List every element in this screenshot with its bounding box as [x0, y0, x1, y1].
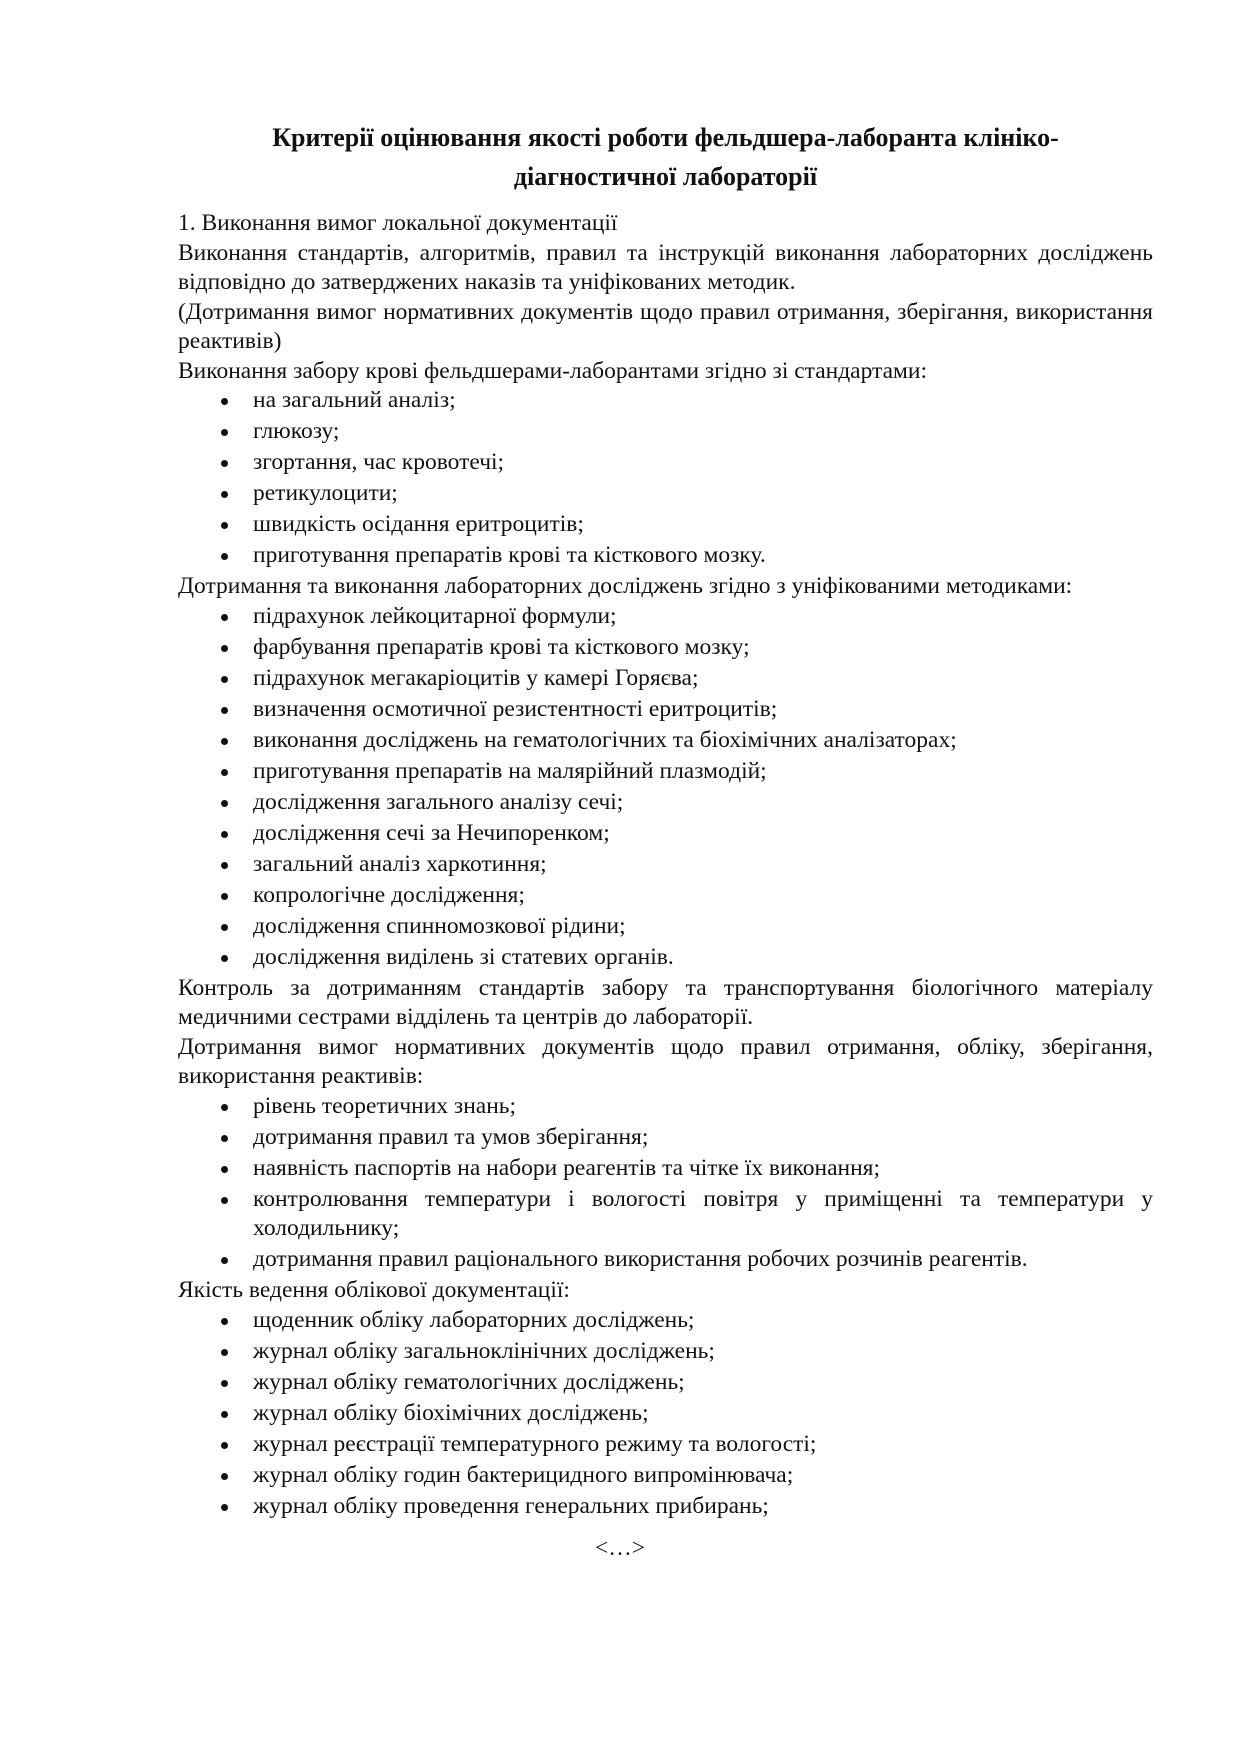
list-item-text: фарбування препаратів крові та кісткового мозку;	[253, 633, 750, 660]
bullet-icon	[221, 1257, 228, 1264]
bullet-icon	[221, 1104, 228, 1111]
list-item	[178, 633, 1153, 663]
list-item	[178, 1092, 1153, 1122]
list-item	[178, 1399, 1153, 1429]
bullet-icon	[221, 924, 228, 931]
list-item	[178, 695, 1153, 725]
list-item-text: журнал обліку біохімічних досліджень;	[253, 1399, 649, 1426]
bullet-list	[178, 1306, 1153, 1522]
omission-marker: <…>	[594, 1535, 645, 1561]
paragraph: 1. Виконання вимог локальної документації	[178, 210, 618, 236]
bullet-icon	[221, 1135, 228, 1142]
list-item	[178, 417, 1153, 447]
list-item-text: приготування препаратів крові та кісткового мозку.	[253, 542, 766, 568]
list-item-text: дослідження виділень зі статевих органів.	[253, 943, 674, 970]
bullet-icon	[221, 955, 228, 962]
list-item-text: згортання, час кровотечі;	[253, 449, 505, 475]
list-item-text: дослідження спинномозкової рідини;	[253, 912, 626, 939]
bullet-list	[178, 386, 1153, 571]
list-item	[178, 881, 1153, 911]
bullet-icon	[221, 614, 228, 621]
list-item	[178, 448, 1153, 478]
list-item	[178, 1245, 1153, 1275]
bullet-icon	[221, 429, 228, 436]
list-item-text: дотримання правил та умов зберігання;	[253, 1123, 649, 1150]
list-item	[178, 510, 1153, 540]
bullet-icon	[221, 645, 228, 652]
bullet-icon	[221, 522, 228, 529]
list-item-text: рівень теоретичних знань;	[253, 1092, 517, 1119]
list-item-text: копрологічне дослідження;	[253, 881, 525, 908]
bullet-icon	[221, 738, 228, 745]
list-item-text: щоденник обліку лабораторних досліджень;	[253, 1306, 695, 1333]
list-item-text: швидкість осідання еритроцитів;	[253, 511, 584, 537]
document-title	[178, 118, 1153, 196]
bullet-icon	[221, 893, 228, 900]
list-item-text: глюкозу;	[253, 418, 340, 444]
bullet-icon	[221, 553, 228, 560]
paragraph: Виконання стандартів, алгоритмів, правил та інструкцій виконання лабораторних досліджень відповідно до затверджених наказів та уніфікованих методик.	[178, 239, 1153, 295]
list-item-text: на загальний аналіз;	[253, 387, 456, 413]
list-item-text: підрахунок лейкоцитарної формули;	[253, 602, 617, 629]
list-item	[178, 1337, 1153, 1367]
document-page	[178, 118, 1153, 1523]
list-item	[178, 1368, 1153, 1398]
paragraph: (Дотримання вимог нормативних документів щодо правил отримання, зберігання, використання реактивів)	[178, 298, 1153, 354]
list-item	[178, 912, 1153, 942]
list-item-text: приготування препаратів на малярійний плазмодій;	[253, 757, 767, 784]
bullet-icon	[221, 398, 228, 405]
paragraph: Дотримання та виконання лабораторних досліджень згідно з уніфікованими методиками:	[178, 573, 1073, 599]
list-item-text: дослідження сечі за Нечипоренком;	[253, 819, 610, 846]
bullet-icon	[221, 491, 228, 498]
list-item	[178, 1185, 1153, 1244]
list-item-text: журнал обліку гематологічних досліджень;	[253, 1368, 685, 1395]
list-item	[178, 819, 1153, 849]
list-item-text: ретикулоцити;	[253, 480, 398, 506]
bullet-icon	[221, 862, 228, 869]
list-item-text: дотримання правил раціонального використання робочих розчинів реагентів.	[253, 1246, 1028, 1272]
bullet-icon	[221, 1197, 228, 1204]
list-item-text: журнал обліку годин бактерицидного випромінювача;	[253, 1461, 794, 1488]
bullet-icon	[221, 769, 228, 776]
bullet-icon	[221, 831, 228, 838]
bullet-icon	[221, 800, 228, 807]
bullet-icon	[221, 1349, 228, 1356]
list-item-text: визначення осмотичної резистентності еритроцитів;	[253, 695, 778, 722]
list-item	[178, 1492, 1153, 1522]
list-item	[178, 386, 1153, 416]
list-item	[178, 602, 1153, 632]
list-item-text: журнал обліку проведення генеральних прибирань;	[253, 1492, 769, 1519]
list-item	[178, 1123, 1153, 1153]
list-item	[178, 943, 1153, 973]
paragraph: Якість ведення облікової документації:	[178, 1277, 570, 1303]
list-item	[178, 664, 1153, 694]
bullet-icon	[221, 460, 228, 467]
bullet-icon	[221, 1380, 228, 1387]
list-item-text: наявність паспортів на набори реагентів та чітке їх виконання;	[253, 1154, 880, 1181]
list-item-text: підрахунок мегакаріоцитів у камері Горяєва;	[253, 664, 699, 691]
list-item	[178, 541, 1153, 571]
bullet-icon	[221, 1318, 228, 1325]
paragraph: Контроль за дотриманням стандартів забору та транспортування біологічного матеріалу медичними сестрами відділень та центрів до лабораторії.	[178, 974, 1153, 1030]
list-item	[178, 479, 1153, 509]
list-item	[178, 726, 1153, 756]
bullet-icon	[221, 676, 228, 683]
bullet-icon	[221, 707, 228, 714]
paragraph: Дотримання вимог нормативних документів щодо правил отримання, обліку, зберігання, використання реактивів:	[178, 1033, 1153, 1089]
paragraph: Виконання забору крові фельдшерами-лаборантами згідно зі стандартами:	[178, 357, 928, 384]
bullet-icon	[221, 1473, 228, 1480]
bullet-icon	[221, 1166, 228, 1173]
document-title-line-1: Критерії оцінювання якості роботи фельдшера-лаборанта клініко-	[272, 123, 1059, 152]
list-item-text: журнал обліку загальноклінічних досліджень;	[253, 1337, 715, 1364]
bullet-list	[178, 602, 1153, 973]
list-item-text: загальний аналіз харкотиння;	[253, 850, 547, 877]
bullet-icon	[221, 1442, 228, 1449]
list-item	[178, 1430, 1153, 1460]
list-item-text: виконання досліджень на гематологічних та біохімічних аналізаторах;	[253, 726, 957, 753]
list-item	[178, 1154, 1153, 1184]
list-item	[178, 850, 1153, 880]
document-body	[178, 209, 1153, 1521]
document-title-line-2: діагностичної лабораторії	[513, 162, 818, 191]
bullet-icon	[221, 1411, 228, 1418]
list-item-text: дослідження загального аналізу сечі;	[253, 788, 624, 815]
bullet-icon	[221, 1504, 228, 1511]
bullet-list	[178, 1092, 1153, 1275]
list-item-text: журнал реєстрації температурного режиму та вологості;	[253, 1430, 817, 1457]
list-item-text: контролювання температури і вологості повітря у приміщенні та температури у холодильнику;	[253, 1185, 1153, 1241]
list-item	[178, 1306, 1153, 1336]
list-item	[178, 788, 1153, 818]
list-item	[178, 1461, 1153, 1491]
list-item	[178, 757, 1153, 787]
